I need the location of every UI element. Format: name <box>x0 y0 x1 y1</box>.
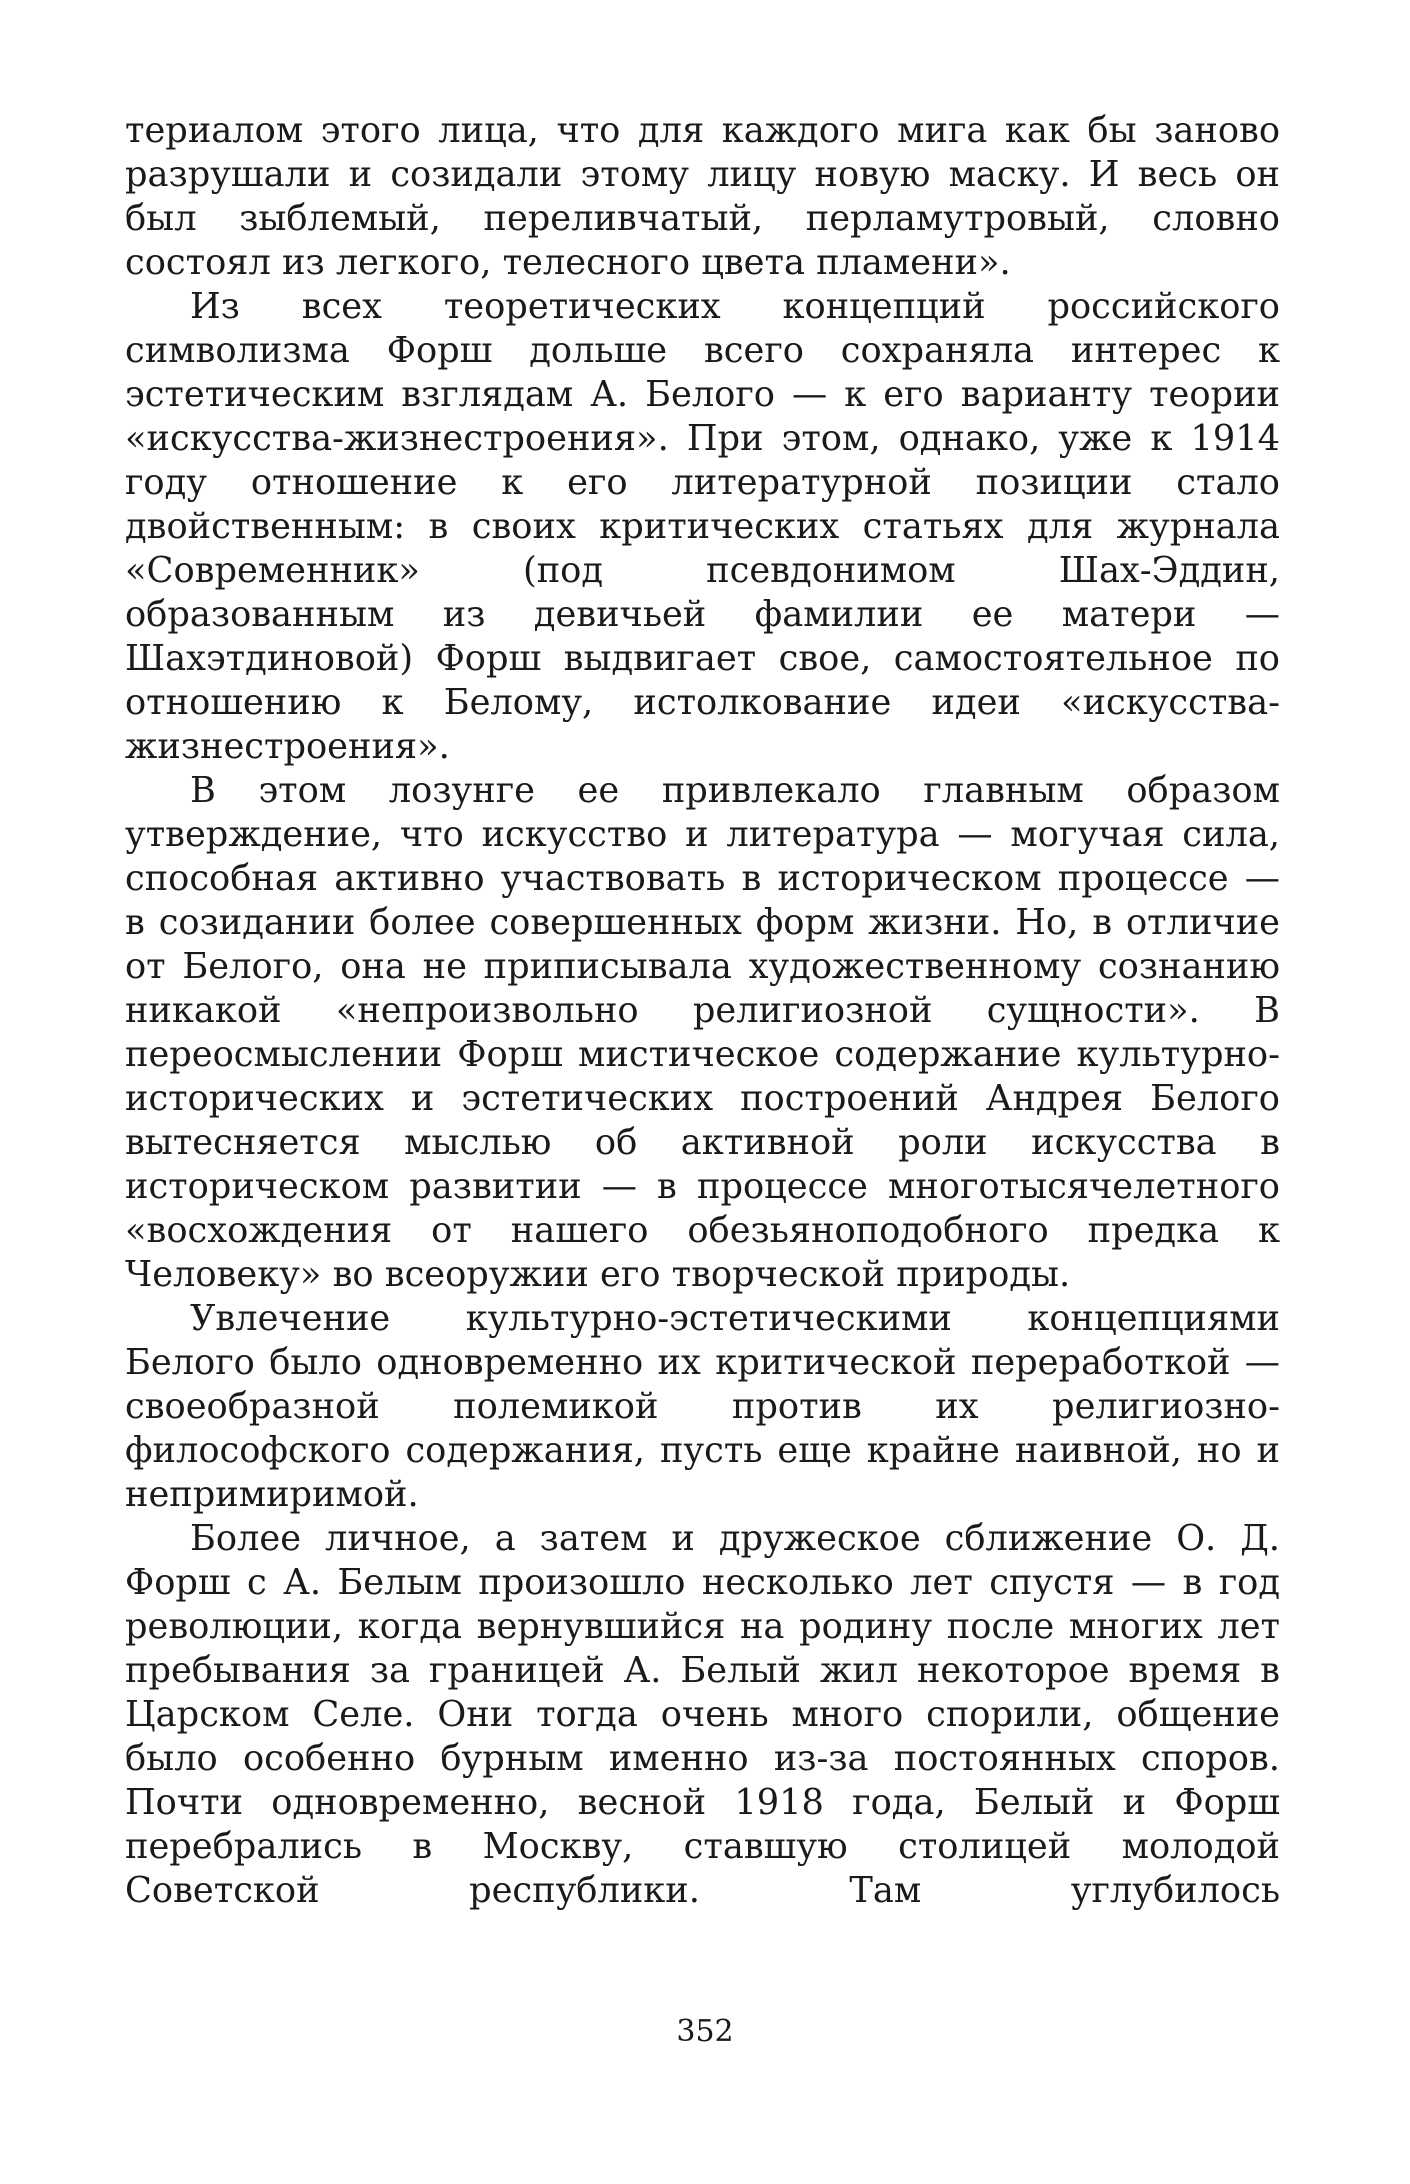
paragraph-2: Из всех теоретических концепций российского символизма Форш дольше всего сохраняла интерес к эстетическим взглядам А. Белого — к его варианту теории «искусства-жизнестроения». При этом, однако, уже к 1914 году отношение к его литературной позиции стало двойственным: в своих критических статьях для журнала «Современник» (под псевдонимом Шах-Эддин, образованным из девичьей фамилии ее матери — Шахэтдиновой) Форш выдвигает свое, самостоятельное по отношению к Белому, истолкование идеи «искусства-жизнестроения». <box>125 286 1280 767</box>
paragraph-1: териалом этого лица, что для каждого мига как бы заново разрушали и созидали этому лицу новую маску. И весь он был зыблемый, переливчатый, перламутровый, словно состоял из легкого, телесного цвета пламени». <box>125 110 1280 283</box>
paragraph-3: В этом лозунге ее привлекало главным образом утверждение, что искусство и литература — могучая сила, способная активно участвовать в историческом процессе — в созидании более совершенных форм жизни. Но, в отличие от Белого, она не приписывала художественному сознанию никакой «непроизвольно религиозной сущности». В переосмыслении Форш мистическое содержание культурно-исторических и эстетических построений Андрея Белого вытесняется мыслью об активной роли искусства в историческом развитии — в процессе многотысячелетного «восхождения от нашего обезьяноподобного предка к Человеку» во всеоружии его творческой природы. <box>125 770 1280 1295</box>
paragraph-5: Более личное, а затем и дружеское сближение О. Д. Форш с А. Белым произошло несколько лет спустя — в год революции, когда вернувшийся на родину после многих лет пребывания за границей А. Белый жил некоторое время в Царском Селе. Они тогда очень много спорили, общение было особенно бурным именно из-за постоянных споров. Почти одновременно, весной 1918 года, Белый и Форш перебрались в Москву, ставшую столицей молодой Советской республики. Там углубилось <box>125 1518 1280 1911</box>
body-text <box>125 109 1280 1913</box>
paragraph-4: Увлечение культурно-эстетическими концепциями Белого было одновременно их критической переработкой — своеобразной полемикой против их религиозно-философского содержания, пусть еще крайне наивной, но и непримиримой. <box>125 1298 1280 1515</box>
page-number: 352 <box>676 2014 734 2049</box>
